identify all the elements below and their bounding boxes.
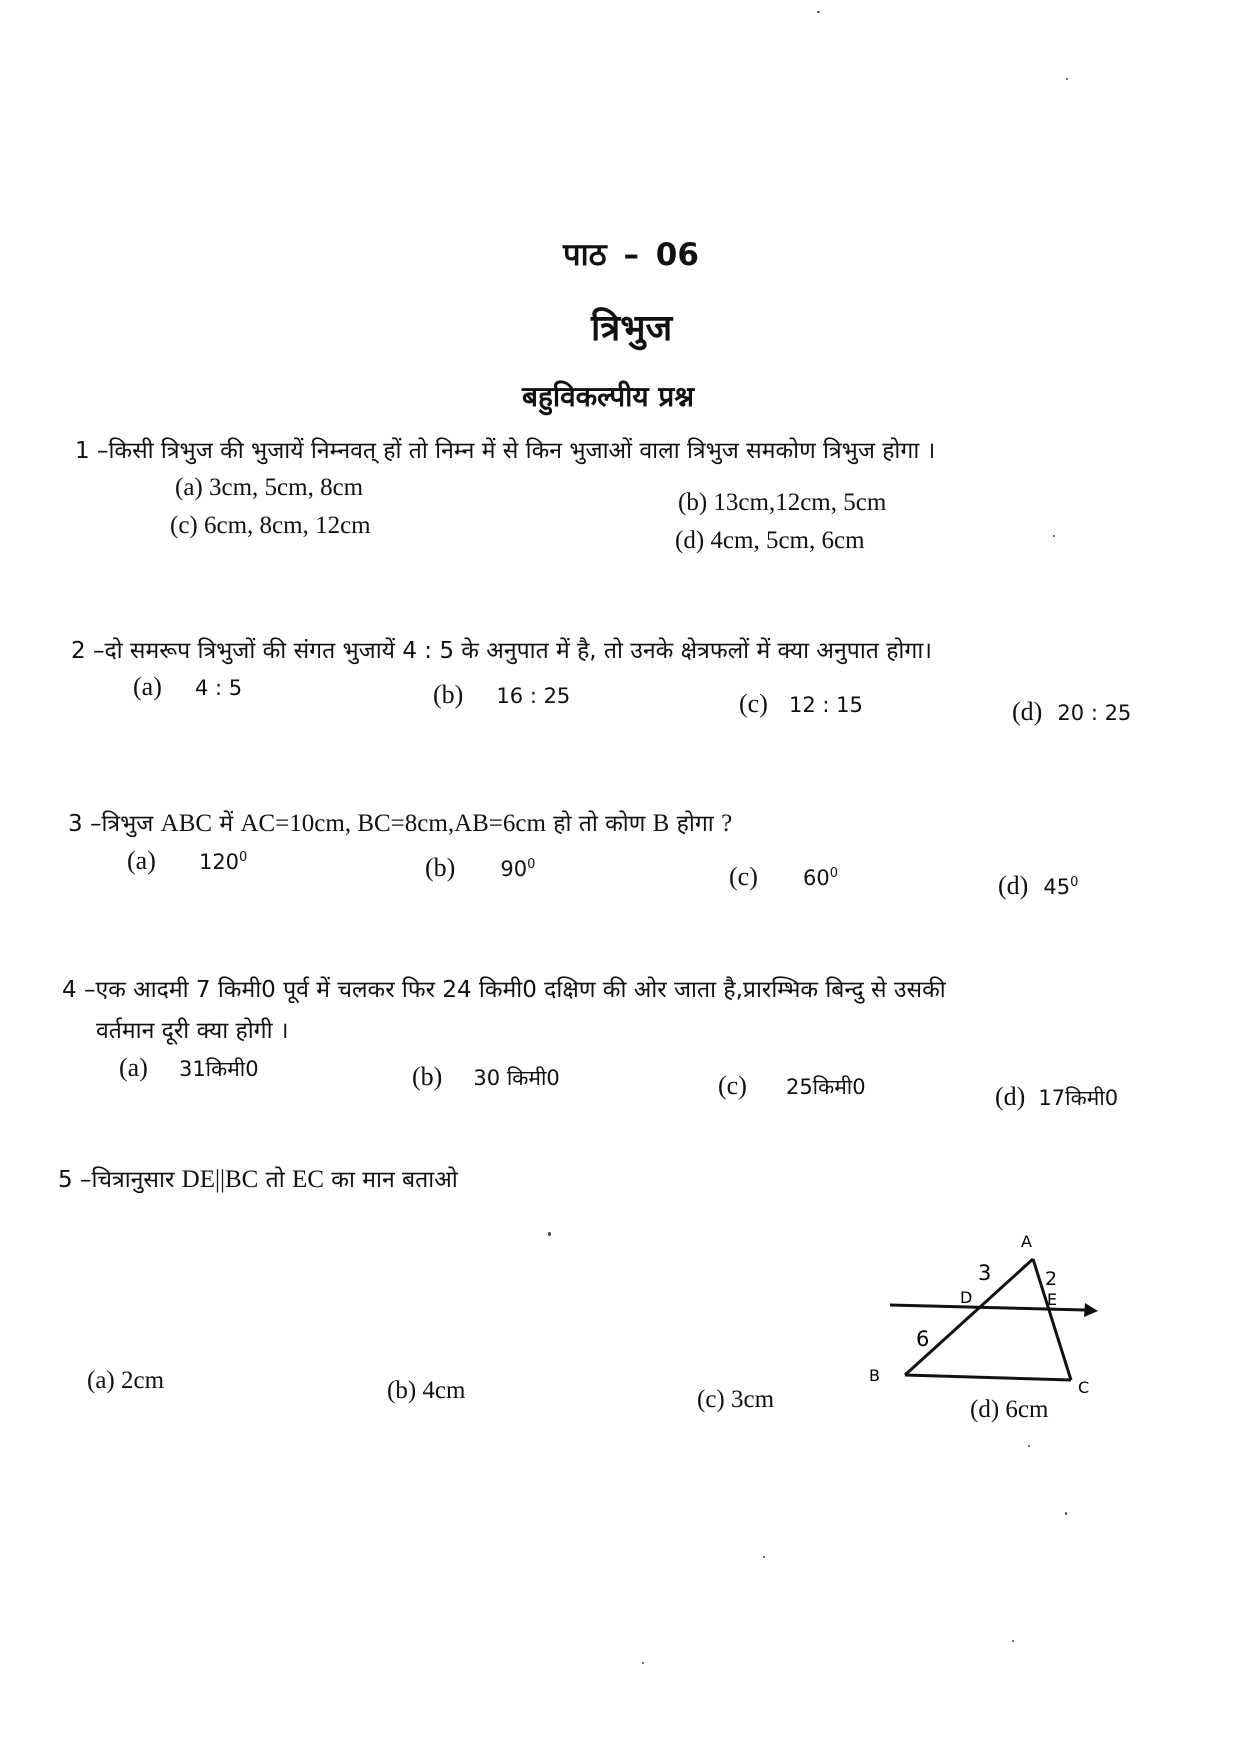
side-bc-line bbox=[905, 1375, 1071, 1380]
question-text: –किसी त्रिभुज की भुजायें निम्नवत् हों तो निम्न में से किन भुजाओं वाला त्रिभुज समकोण त्रिभुज होगा । bbox=[96, 438, 936, 464]
option-label: (c) bbox=[729, 862, 758, 891]
q2-option-c bbox=[739, 689, 863, 719]
option-label: (b) bbox=[425, 853, 456, 882]
q3-option-c bbox=[729, 862, 838, 892]
option-label: (d) bbox=[995, 1082, 1026, 1111]
question-number: 1 bbox=[75, 438, 90, 464]
measure-db: 6 bbox=[916, 1327, 930, 1351]
question-4-line-2: वर्तमान दूरी क्या होगी । bbox=[96, 1018, 289, 1044]
question-text-3: तो bbox=[258, 1167, 293, 1193]
scan-speck bbox=[1066, 78, 1068, 80]
q4-option-d bbox=[995, 1082, 1118, 1112]
option-label: (a) bbox=[127, 846, 156, 875]
option-label: (c) bbox=[739, 689, 768, 718]
scan-speck bbox=[642, 1662, 644, 1664]
option-value: 20 : 25 bbox=[1057, 701, 1132, 725]
degree-mark: 0 bbox=[1070, 875, 1079, 890]
question-text-8: ? bbox=[721, 810, 733, 837]
q5-option-b: (b) 4cm bbox=[387, 1377, 466, 1404]
q1-option-b: (b) 13cm,12cm, 5cm bbox=[678, 489, 887, 516]
question-number: 5 bbox=[58, 1167, 73, 1193]
question-2 bbox=[71, 633, 932, 665]
measure-ad: 3 bbox=[978, 1261, 992, 1285]
question-text: –दो समरूप त्रिभुजों की संगत भुजायें 4 : 5 के अनुपात में है, तो उनके क्षेत्रफलों में क्या अनुपात होगा। bbox=[92, 638, 932, 664]
triangle-figure bbox=[860, 1225, 1100, 1425]
q4-option-b bbox=[412, 1062, 560, 1092]
label-e: E bbox=[1047, 1290, 1058, 1309]
option-value: 12 : 15 bbox=[788, 693, 863, 717]
question-text-2: ABC bbox=[160, 810, 213, 837]
question-4 bbox=[62, 972, 946, 1004]
question-text-4: AC=10cm, BC=8cm,AB=6cm bbox=[240, 810, 546, 837]
option-value: 31किमी0 bbox=[178, 1057, 259, 1081]
arrow-head-icon bbox=[1084, 1303, 1098, 1317]
question-text-4: EC bbox=[292, 1166, 324, 1193]
option-value: $60^0$ bbox=[802, 866, 838, 890]
option-value: $120^0$ bbox=[198, 850, 248, 874]
question-number: 2 bbox=[71, 638, 86, 664]
label-b: B bbox=[869, 1366, 880, 1385]
q1-option-c: (c) 6cm, 8cm, 12cm bbox=[170, 512, 371, 539]
option-value: $45^0$ bbox=[1043, 875, 1079, 899]
question-text-3: में bbox=[212, 811, 241, 837]
q5-option-d: (d) 6cm bbox=[970, 1396, 1049, 1423]
side-ab-line bbox=[905, 1259, 1033, 1375]
scan-speck bbox=[1012, 1640, 1014, 1642]
degree-mark: 0 bbox=[829, 866, 838, 881]
question-text-5: हो तो कोण bbox=[545, 811, 653, 837]
scan-speck bbox=[817, 11, 820, 13]
q3-option-a bbox=[127, 846, 247, 876]
measure-ae: 2 bbox=[1045, 1268, 1058, 1290]
q4-option-a bbox=[119, 1053, 259, 1083]
question-text-line-1: –एक आदमी 7 किमी0 पूर्व में चलकर फिर 24 किमी0 दक्षिण की ओर जाता है,प्रारम्भिक बिन्दु से उसकी bbox=[83, 977, 946, 1003]
label-c: C bbox=[1078, 1378, 1090, 1397]
chapter-title: त्रिभुज bbox=[591, 308, 673, 349]
question-3 bbox=[68, 806, 732, 838]
degree-mark: 0 bbox=[239, 850, 248, 865]
option-value: 16 : 25 bbox=[496, 684, 571, 708]
degree-mark: 0 bbox=[527, 857, 536, 872]
option-label: (a) bbox=[133, 672, 162, 701]
lesson-number: 06 bbox=[655, 237, 699, 273]
q1-option-a: (a) 3cm, 5cm, 8cm bbox=[175, 474, 364, 501]
question-text-5: का मान बताओ bbox=[324, 1167, 458, 1193]
q1-option-d: (d) 4cm, 5cm, 6cm bbox=[675, 527, 865, 554]
question-1 bbox=[75, 433, 935, 465]
question-5 bbox=[58, 1162, 458, 1194]
scan-speck bbox=[763, 1556, 765, 1558]
option-label: (d) bbox=[998, 871, 1029, 900]
option-label: (d) bbox=[1012, 697, 1043, 726]
scan-speck bbox=[1028, 1445, 1030, 1447]
option-value: 17किमी0 bbox=[1038, 1086, 1119, 1110]
option-value: 30 किमी0 bbox=[473, 1066, 560, 1090]
q4-option-c bbox=[718, 1071, 866, 1101]
question-text-6: B bbox=[652, 810, 670, 837]
scan-speck bbox=[548, 1232, 551, 1236]
option-label: (b) bbox=[412, 1062, 443, 1091]
question-number: 3 bbox=[68, 811, 83, 837]
question-text-2: DE||BC bbox=[181, 1166, 259, 1193]
question-number: 4 bbox=[62, 977, 77, 1003]
option-value: $90^0$ bbox=[500, 857, 536, 881]
lesson-label: पाठ bbox=[563, 237, 607, 273]
question-text-1: –त्रिभुज bbox=[89, 811, 161, 837]
q5-option-c: (c) 3cm bbox=[697, 1386, 775, 1413]
q2-option-d bbox=[1012, 697, 1131, 727]
lesson-dash: – bbox=[623, 237, 639, 273]
option-label: (b) bbox=[433, 680, 464, 709]
lesson-heading bbox=[563, 233, 699, 275]
scan-speck bbox=[1065, 1512, 1067, 1515]
label-d: D bbox=[960, 1288, 973, 1307]
option-label: (a) bbox=[119, 1053, 148, 1082]
label-a: A bbox=[1021, 1232, 1032, 1251]
section-title: बहुविकल्पीय प्रश्न bbox=[522, 380, 695, 413]
q3-option-d bbox=[998, 871, 1078, 901]
option-value: 25किमी0 bbox=[785, 1075, 866, 1099]
q3-option-b bbox=[425, 853, 535, 883]
scan-speck bbox=[1053, 535, 1055, 537]
question-text-7: होगा bbox=[669, 811, 722, 837]
option-value: 4 : 5 bbox=[194, 676, 243, 700]
option-label: (c) bbox=[718, 1071, 747, 1100]
q2-option-a bbox=[133, 672, 242, 702]
q5-option-a: (a) 2cm bbox=[87, 1367, 165, 1394]
question-text-1: –चित्रानुसार bbox=[79, 1167, 182, 1193]
q2-option-b bbox=[433, 680, 570, 710]
